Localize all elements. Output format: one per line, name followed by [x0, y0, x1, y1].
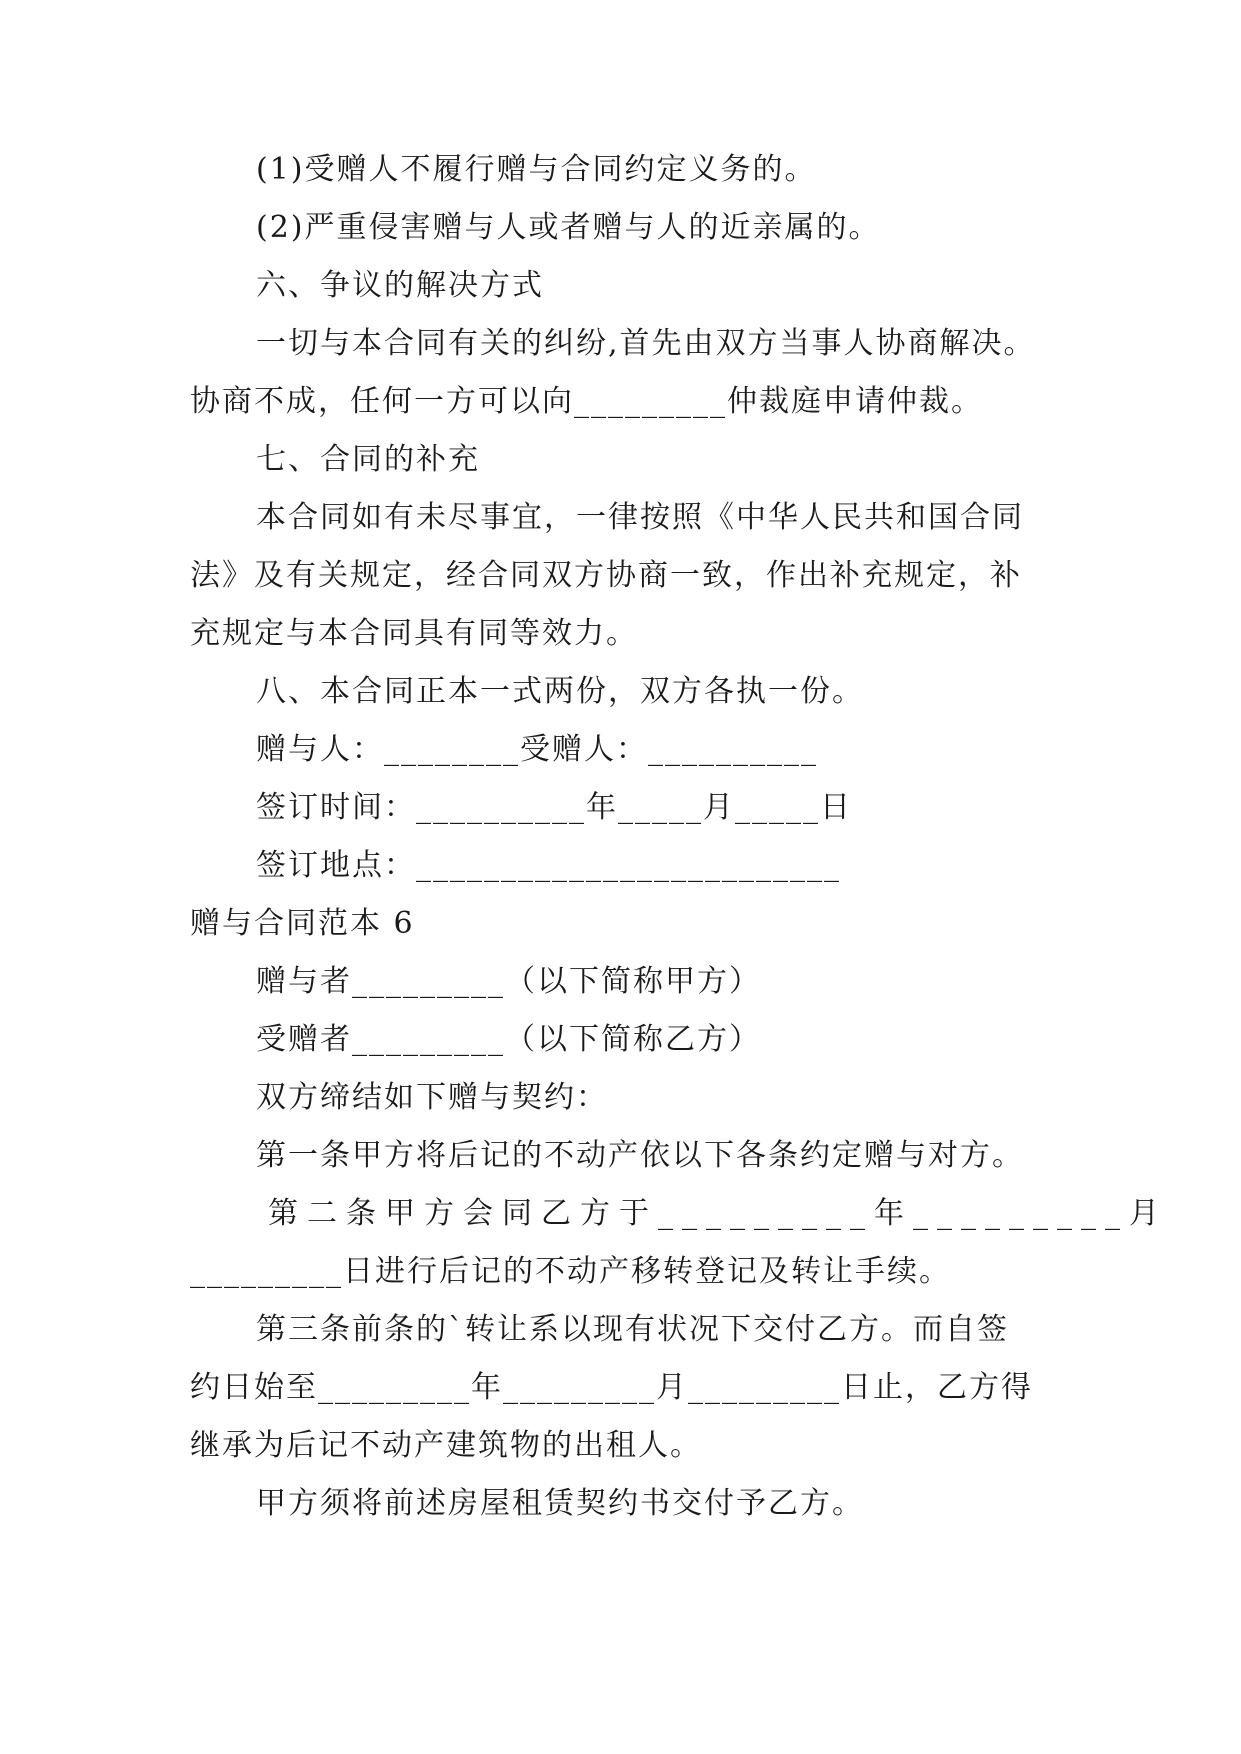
signature-line: 赠与人：________受赠人：__________: [256, 732, 818, 767]
document-title: 赠与合同范本 6: [190, 906, 415, 941]
paragraph-line: 甲方须将前述房屋租赁契约书交付予乙方。: [256, 1486, 864, 1521]
paragraph-line: (2)严重侵害赠与人或者赠与人的近亲属的。: [256, 210, 881, 245]
section-heading: 七、合同的补充: [256, 442, 480, 477]
paragraph-line: 协商不成，任何一方可以向_________仲裁庭申请仲裁。: [190, 384, 983, 419]
paragraph-line: 法》及有关规定，经合同双方协商一致，作出补充规定，补: [190, 558, 1022, 593]
article-line: 第二条甲方会同乙方于_________年_________月: [268, 1196, 1168, 1231]
paragraph-line: 双方缔结如下赠与契约：: [256, 1080, 608, 1115]
article-line: 第一条甲方将后记的不动产依以下各条约定赠与对方。: [256, 1138, 1024, 1173]
paragraph-line: 本合同如有未尽事宜，一律按照《中华人民共和国合同: [256, 500, 1024, 535]
paragraph-line: 充规定与本合同具有同等效力。: [190, 616, 638, 651]
paragraph-line: 继承为后记不动产建筑物的出租人。: [190, 1428, 702, 1463]
party-line: 赠与者_________（以下简称甲方）: [256, 964, 761, 999]
article-line: 第三条前条的`转让系以现有状况下交付乙方。而自签: [256, 1312, 1009, 1347]
section-heading: 六、争议的解决方式: [256, 268, 544, 303]
paragraph-line: _________日进行后记的不动产移转登记及转让手续。: [190, 1254, 951, 1289]
paragraph-line: 八、本合同正本一式两份，双方各执一份。: [256, 674, 864, 709]
paragraph-line: (1)受赠人不履行赠与合同约定义务的。: [256, 152, 817, 187]
party-line: 受赠者_________（以下简称乙方）: [256, 1022, 761, 1057]
signing-place-line: 签订地点：_________________________: [256, 848, 841, 883]
signing-date-line: 签订时间：__________年_____月_____日: [256, 790, 852, 825]
paragraph-line: 约日始至_________年_________月_________日止，乙方得: [190, 1370, 1033, 1405]
paragraph-line: 一切与本合同有关的纠纷,首先由双方当事人协商解决。: [256, 326, 1036, 361]
